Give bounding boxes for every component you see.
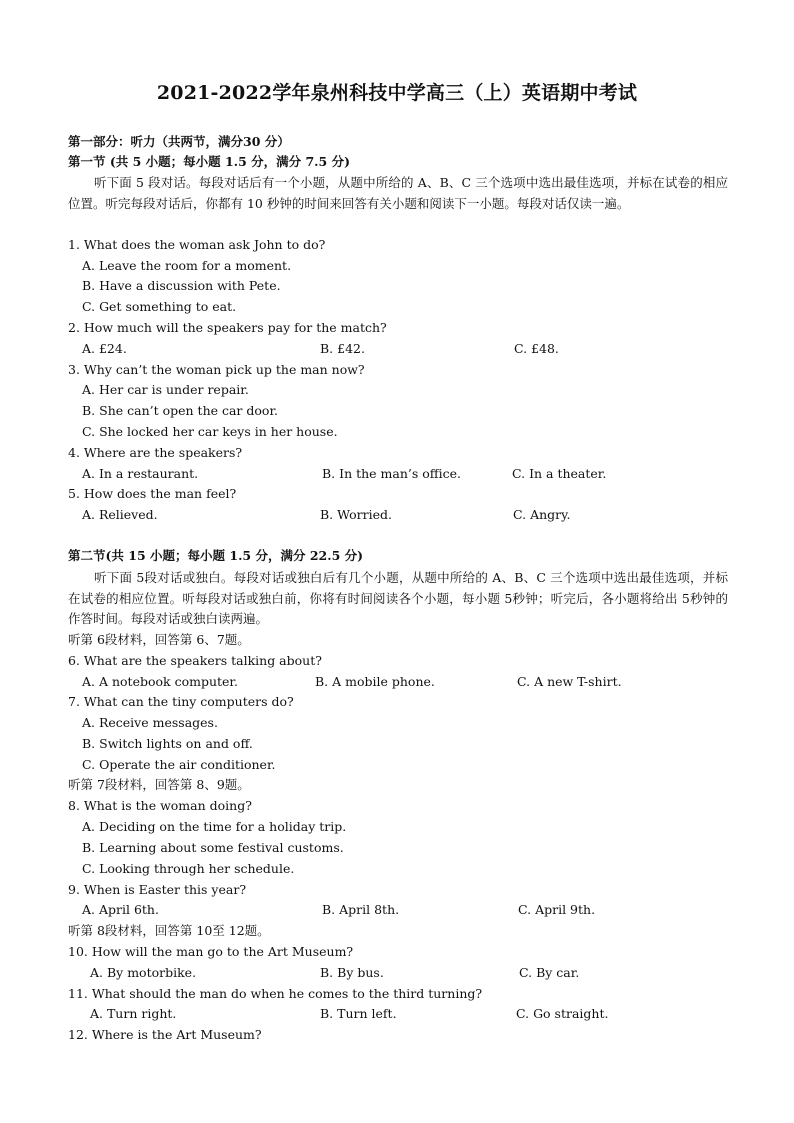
section1-heading: 第一节 (共 5 小题；每小题 1.5 分，满分 7.5 分) [68, 154, 350, 169]
q11-option-a: A. Turn right. [90, 1006, 177, 1021]
q2-option-c: C. £48. [514, 341, 559, 356]
question-3: 3. Why can’t the woman pick up the man now? [68, 362, 365, 377]
q10-option-a: A. By motorbike. [90, 965, 197, 980]
q8-option-b: B. Learning about some festival customs. [82, 840, 344, 855]
q6-option-a: A. A notebook computer. [82, 674, 238, 689]
q3-option-b: B. She can’t open the car door. [82, 403, 279, 418]
q1-option-b: B. Have a discussion with Pete. [82, 278, 281, 293]
material-7-note: 听第 7段材料，回答第 8、9题。 [68, 777, 250, 792]
q5-option-a: A. Relieved. [82, 507, 158, 522]
q1-option-c: C. Get something to eat. [82, 299, 237, 314]
part1-heading: 第一部分：听力（共两节，满分30 分） [68, 134, 290, 149]
q8-option-c: C. Looking through her schedule. [82, 861, 295, 876]
q3-option-c: C. She locked her car keys in her house. [82, 424, 338, 439]
section1-instructions: 听下面 5 段对话。每段对话后有一个小题，从题中所给的 A、B、C 三个选项中选出最佳选项，并标在试卷的相应位置。听完每段对话后，你都有 10 秒钟的时间来回答有关小题和阅读下一小题。每段对话仅读一遍。 [68, 175, 728, 211]
question-1: 1. What does the woman ask John to do? [68, 237, 326, 252]
q2-option-a: A. £24. [82, 341, 127, 356]
question-9: 9. When is Easter this year? [68, 882, 247, 897]
q10-option-b: B. By bus. [320, 965, 384, 980]
q7-option-a: A. Receive messages. [82, 715, 218, 730]
q4-option-a: A. In a restaurant. [82, 466, 199, 481]
material-8-note: 听第 8段材料，回答第 10至 12题。 [68, 923, 270, 938]
q9-option-c: C. April 9th. [518, 902, 596, 917]
q3-option-a: A. Her car is under repair. [82, 382, 249, 397]
q7-option-c: C. Operate the air conditioner. [82, 757, 276, 772]
q10-option-c: C. By car. [519, 965, 580, 980]
question-2: 2. How much will the speakers pay for the match? [68, 320, 387, 335]
exam-title: 2021-2022学年泉州科技中学高三（上）英语期中考试 [156, 82, 638, 104]
q5-option-b: B. Worried. [320, 507, 392, 522]
question-8: 8. What is the woman doing? [68, 798, 252, 813]
q11-option-b: B. Turn left. [320, 1006, 397, 1021]
question-12: 12. Where is the Art Museum? [68, 1027, 262, 1042]
q9-option-b: B. April 8th. [322, 902, 400, 917]
q8-option-a: A. Deciding on the time for a holiday trip. [82, 819, 347, 834]
q6-option-b: B. A mobile phone. [315, 674, 435, 689]
section2-instructions: 听下面 5段对话或独白。每段对话或独白后有几个小题，从题中所给的 A、B、C 三个选项中选出最佳选项，并标在试卷的相应位置。听每段对话或独白前，你将有时间阅读各个小题，每小题 5秒钟；听完后，各小题将给出 5秒钟的作答时间。每段对话或独白读两遍。 [68, 570, 728, 626]
question-11: 11. What should the man do when he comes to the third turning? [68, 986, 483, 1001]
q2-option-b: B. £42. [320, 341, 365, 356]
q4-option-b: B. In the man’s office. [322, 466, 462, 481]
question-5: 5. How does the man feel? [68, 486, 237, 501]
material-6-note: 听第 6段材料，回答第 6、7题。 [68, 632, 250, 647]
q4-option-c: C. In a theater. [512, 466, 607, 481]
q9-option-a: A. April 6th. [82, 902, 159, 917]
q6-option-c: C. A new T-shirt. [517, 674, 622, 689]
q1-option-a: A. Leave the room for a moment. [82, 258, 292, 273]
q7-option-b: B. Switch lights on and off. [82, 736, 253, 751]
question-4: 4. Where are the speakers? [68, 445, 243, 460]
q11-option-c: C. Go straight. [516, 1006, 609, 1021]
question-10: 10. How will the man go to the Art Museum? [68, 944, 354, 959]
section2-heading: 第二节(共 15 小题；每小题 1.5 分，满分 22.5 分) [68, 548, 364, 563]
question-6: 6. What are the speakers talking about? [68, 653, 322, 668]
q5-option-c: C. Angry. [513, 507, 571, 522]
question-7: 7. What can the tiny computers do? [68, 694, 294, 709]
